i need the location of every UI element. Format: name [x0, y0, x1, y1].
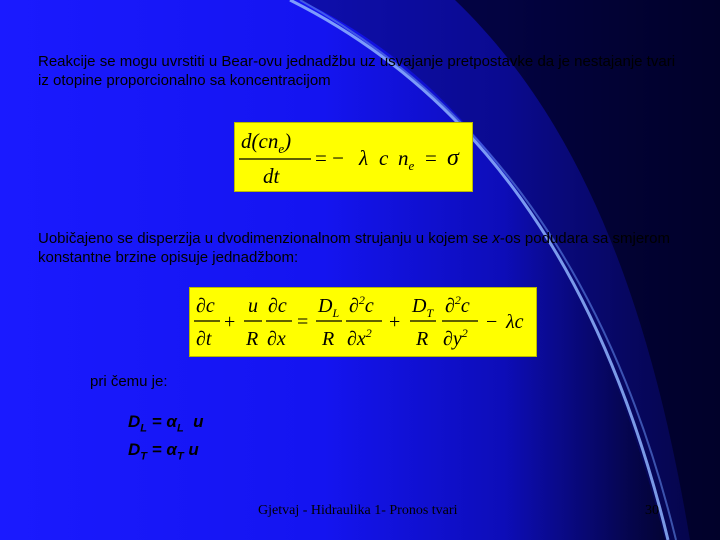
p2-x-var: x: [492, 230, 500, 247]
eq2-u: u: [248, 295, 258, 317]
eq2-plus-2: +: [389, 311, 401, 333]
p2-part-1: Uobičajeno se disperzija u dvodimenzionalnom strujanju u kojem se: [38, 230, 493, 247]
page-number: 30: [645, 503, 659, 518]
eq1-sigma: σ: [447, 145, 459, 171]
eq2-minus: −: [486, 311, 498, 333]
eq1-c: c: [379, 146, 389, 170]
eq1-equals-minus: = −: [315, 146, 344, 170]
eq2-t2-den: ∂x: [267, 328, 286, 350]
equation-reaction: [235, 123, 472, 191]
eq2-lambda-c: λc: [506, 311, 524, 333]
eq2-t1-den: ∂t: [196, 328, 212, 350]
eq1-numerator: $d(cn_e)$: [241, 129, 292, 156]
equation-dispersion-box: [189, 287, 537, 357]
p2-part-2: -os podudara sa smjerom konstantne brzine opisuje jednadžbom:: [38, 230, 670, 266]
paragraph-dispersion: [38, 229, 698, 267]
paragraph-bear-equation: Reakcije se mogu uvrstiti u Bear-ovu jednadžbu uz usvajanje pretpostavke da je nestajanje tvari iz otopine proporcionalno sa koncentracijom: [38, 53, 676, 89]
definition-DT: $D_T = \alpha_T$ u: [128, 440, 199, 463]
eq2-t3-num: ∂$^2$c: [349, 293, 374, 317]
eq2-plus-1: +: [224, 311, 236, 333]
definition-DL: $D_L = \alpha_L$ u: [128, 412, 204, 435]
slide-footer: Gjetvaj - Hidraulika 1- Pronos tvari: [258, 503, 458, 518]
definitions: [128, 411, 204, 468]
eq2-DL: $D_L$: [318, 295, 340, 320]
eq2-t4-den: $\partial y^2$: [443, 326, 468, 350]
eq2-equals: =: [297, 311, 309, 333]
eq2-t4-num: ∂$^2$c: [445, 293, 470, 317]
eq2-t3-den: $\partial x^2$: [347, 326, 372, 350]
equation-dispersion: [190, 288, 536, 356]
eq1-n: $n_e$: [398, 146, 415, 173]
eq2-t1-num: ∂c: [196, 295, 215, 317]
paragraph-where: pri čemu je:: [90, 373, 168, 390]
eq2-R-3: R: [416, 328, 429, 350]
eq2-R-2: R: [322, 328, 335, 350]
equation-reaction-box: [234, 122, 473, 192]
eq1-equals-2: =: [425, 146, 437, 170]
eq2-t2-num: ∂c: [268, 295, 287, 317]
eq1-lambda: λ: [359, 146, 369, 170]
eq2-R-1: R: [246, 328, 259, 350]
eq2-DT: $D_T$: [412, 295, 434, 320]
eq1-denominator: dt: [263, 164, 280, 188]
